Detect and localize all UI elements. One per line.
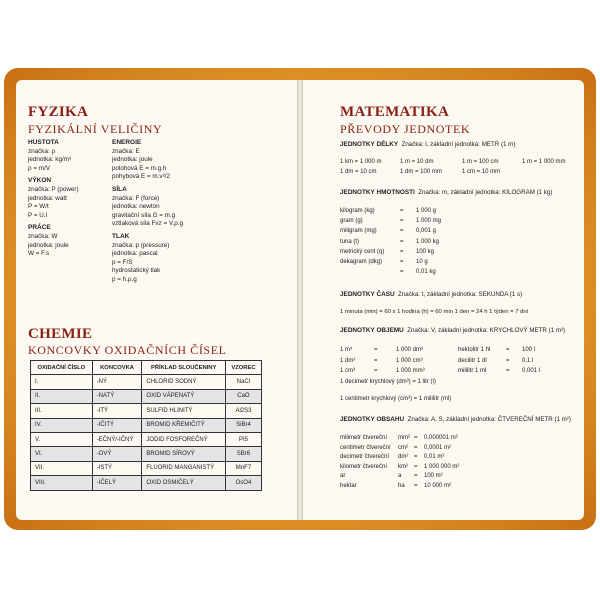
table-cell: I. [31, 375, 93, 389]
area-conversion: hektar [340, 483, 357, 489]
area-conversion: = [414, 483, 418, 489]
volume-conversion: 100 l [522, 347, 536, 353]
table-cell: MnF7 [225, 461, 261, 475]
physics-quantity-line: jednotka: joule [28, 241, 69, 249]
physics-quantity-line: p = h.ρ.g [112, 275, 137, 283]
area-conversion: milimetr čtvereční [340, 435, 388, 441]
table-row [31, 461, 262, 475]
mass-conversion: 0,01 kg [416, 269, 436, 276]
area-conversion: cm² [398, 444, 408, 451]
mass-conversion: dekagram (dkg) [340, 259, 383, 265]
table-cell: -NATÝ [92, 389, 142, 403]
mass-conversion: = [400, 269, 404, 276]
physics-quantity-line: jednotka: newton [112, 203, 160, 211]
table-row [31, 418, 262, 432]
mass-conversion: kilogram (kg) [340, 208, 375, 214]
table-cell: SBr6 [225, 447, 261, 461]
mass-conversion: gram (g) [340, 218, 363, 225]
area-conversion: ha [398, 483, 405, 489]
physics-quantity-heading: ENERGIE [112, 139, 142, 146]
area-conversion: 0,000001 m² [424, 435, 458, 441]
physics-quantity-line: hydrostatický tlak [112, 267, 161, 275]
mass-conversion: = [400, 218, 404, 225]
mass-conversion: = [400, 238, 404, 245]
area-conversion: = [414, 444, 418, 451]
area-heading: JEDNOTKY OBSAHU [340, 416, 405, 423]
area-conversion: 1 000 000 m² [424, 463, 460, 470]
physics-quantity-line: P = W/t [28, 203, 49, 211]
area-description: Značka: A, S, základní jednotka: ČTVEREČNÍ METR (1 m²) [407, 416, 571, 423]
time-description: Značka: t, základní jednotka: SEKUNDA (1 s) [398, 291, 523, 298]
physics-quantity-line: značka: ρ [28, 147, 56, 155]
physics-quantity-heading: PRÁCE [28, 224, 51, 232]
table-row [31, 432, 262, 446]
table-cell: CaO [225, 389, 261, 403]
physics-quantity-heading: HUSTOTA [28, 139, 59, 146]
area-conversion: 10 000 m² [424, 483, 452, 489]
mass-conversion: 1 000 kg [416, 238, 440, 245]
table-cell: VII. [31, 461, 93, 475]
table-cell: -ITÝ [92, 404, 142, 418]
mass-conversion: = [400, 208, 404, 214]
table-cell: OXID VÁPENATÝ [142, 389, 225, 403]
mass-conversion: = [400, 259, 404, 265]
length-conversion: 1 m = 100 cm [462, 159, 499, 165]
physics-quantity-line: P = U.I [28, 211, 48, 219]
volume-conversion: = [374, 357, 378, 364]
table-cell: -OVÝ [92, 447, 142, 461]
physics-quantity-heading: VÝKON [28, 177, 52, 185]
mass-conversion: 1 000 mg [416, 218, 442, 225]
volume-description: Značka: V, základní jednotka: KRYCHLOVÝ METR (1 m³) [407, 327, 566, 334]
mass-heading: JEDNOTKY HMOTNOSTI [340, 189, 415, 196]
length-heading: JEDNOTKY DÉLKY [340, 141, 399, 148]
chemie-title: CHEMIE [28, 326, 93, 342]
matematika-title: MATEMATIKA [340, 104, 450, 120]
time-conversions: 1 minuta (min) = 60 s 1 hodina (h) = 60 min 1 den = 24 h 1 týden = 7 dní [340, 309, 529, 315]
mass-conversion: metrický cent (q) [340, 248, 385, 255]
volume-conversion: decilitr 1 dl [458, 357, 487, 364]
length-conversion: 1 m = 10 dm [400, 159, 434, 165]
table-header: KONCOVKA [92, 361, 142, 375]
table-row [31, 389, 262, 403]
fyzika-title: FYZIKA [28, 104, 89, 120]
table-cell: VIII. [31, 476, 93, 490]
area-conversion: 100 m² [424, 473, 443, 480]
volume-note-millilitre: 1 centimetr krychlový (cm³) = 1 mililitr (ml) [340, 396, 452, 402]
chemie-subtitle: KONCOVKY OXIDAČNÍCH ČÍSEL [28, 343, 227, 357]
table-cell: FLUORID MANGANISTÝ [142, 461, 225, 475]
volume-conversion: 1 m³ [340, 347, 352, 353]
volume-conversion: = [374, 347, 378, 353]
volume-conversion: 0,1 l [522, 357, 534, 364]
area-conversion: dm² [398, 454, 409, 461]
physics-quantity-line: značka: W [28, 232, 58, 240]
physics-quantity-heading: TLAK [112, 232, 130, 240]
length-conversion: 1 m = 1 000 mm [522, 159, 566, 165]
length-conversion: 1 dm = 10 cm [340, 169, 377, 175]
area-conversion: mm² [398, 435, 410, 441]
mass-conversion: = [400, 228, 404, 235]
physics-quantity-line: značka: E [112, 147, 140, 155]
length-conversion: 1 km = 1 000 m [340, 159, 382, 165]
table-cell: SULFID HLINITÝ [142, 404, 225, 418]
time-section-header [340, 291, 522, 298]
table-cell: II. [31, 389, 93, 403]
physics-quantity-line: p = F/S [112, 258, 133, 266]
mass-conversion: = [400, 248, 404, 255]
physics-column-1 [28, 139, 79, 259]
area-conversion: 0,01 m² [424, 454, 445, 461]
length-description: Značka: l, základní jednotka: METR (1 m) [401, 141, 516, 148]
table-cell: VI. [31, 447, 93, 461]
physics-quantity-line: gravitační síla G = m.g [112, 211, 176, 219]
physics-quantity-heading: SÍLA [112, 185, 127, 193]
area-conversion: = [414, 473, 418, 480]
table-header: PŘÍKLAD SLOUČENINY [142, 361, 225, 375]
physics-quantity-line: značka: F (force) [112, 194, 160, 202]
table-cell: IV. [31, 418, 93, 432]
physics-column-2 [112, 139, 183, 285]
table-cell: PI5 [225, 432, 261, 446]
mass-conversion: 100 kg [416, 248, 435, 255]
table-cell: -IČELÝ [92, 476, 142, 490]
mass-conversion: miligram (mg) [340, 228, 377, 235]
table-cell: -EČNÝ/-IČNÝ [92, 432, 142, 446]
table-cell: Al2S3 [225, 404, 261, 418]
table-row [31, 447, 262, 461]
length-section-header [340, 141, 515, 148]
table-cell: SiBr4 [225, 418, 261, 432]
volume-conversion: 1 000 cm³ [396, 357, 423, 364]
mass-conversion: 1 000 g [416, 208, 437, 214]
physics-quantity-line: jednotka: pascal [112, 250, 158, 258]
table-cell: -NÝ [92, 375, 142, 389]
matematika-subtitle: PŘEVODY JEDNOTEK [340, 122, 471, 136]
fyzika-subtitle: FYZIKÁLNÍ VELIČINY [28, 122, 163, 136]
volume-note-litre: 1 decimetr krychlový (dm³) = 1 litr (l) [340, 379, 436, 385]
table-cell: -ISTÝ [92, 461, 142, 475]
volume-conversion: = [506, 357, 510, 364]
area-conversion: kilometr čtvereční [340, 463, 388, 470]
area-conversion: 0,0001 m² [424, 444, 452, 451]
area-conversion: km² [398, 463, 408, 470]
area-conversion: = [414, 463, 418, 470]
table-row [31, 375, 262, 389]
physics-quantity-line: polohová E = m.g.h [112, 164, 167, 172]
physics-quantity-line: ρ = m/V [28, 164, 50, 172]
table-cell: JODID FOSFOREČNÝ [142, 432, 225, 446]
volume-conversion: mililitr 1 ml [458, 368, 487, 374]
area-conversion: centimetr čtvereční [340, 444, 391, 451]
table-cell: V. [31, 432, 93, 446]
area-conversion: ar [340, 473, 346, 480]
area-conversion: a [398, 473, 402, 480]
physics-quantity-line: vztlaková síla Fvz = V.ρ.g [112, 220, 184, 228]
table-header: OXIDAČNÍ ČÍSLO [31, 361, 93, 375]
volume-heading: JEDNOTKY OBJEMU [340, 327, 404, 334]
table-cell: -IČITÝ [92, 418, 142, 432]
volume-conversion: = [506, 368, 510, 374]
table-row [31, 476, 262, 490]
mass-section-header [340, 189, 552, 196]
physics-quantity-line: jednotka: kg/m³ [28, 156, 72, 164]
physics-quantity-line: pohybová E = m.v²/2 [112, 173, 170, 181]
oxidation-table [30, 360, 262, 491]
volume-conversion: 0,001 l [522, 368, 541, 374]
volume-conversion: = [506, 347, 510, 353]
table-cell: BROMID KŘEMIČITÝ [142, 418, 225, 432]
table-cell: OsO4 [225, 476, 261, 490]
area-section-header [340, 416, 571, 423]
volume-conversion: = [374, 368, 378, 374]
length-conversion: 1 cm = 10 mm [462, 169, 501, 175]
mass-conversion: 10 g [416, 259, 428, 265]
area-conversion: = [414, 454, 418, 461]
table-cell: OXID OSMIČELÝ [142, 476, 225, 490]
time-heading: JEDNOTKY ČASU [340, 291, 395, 298]
physics-quantity-line: jednotka: joule [112, 156, 153, 164]
volume-conversion: hektolitr 1 hl [458, 347, 491, 353]
area-conversion: = [414, 435, 418, 441]
physics-quantity-line: W = F.s [28, 250, 50, 258]
volume-conversion: 1 dm³ [340, 357, 356, 364]
physics-quantity-line: jednotka: watt [28, 194, 67, 202]
volume-section-header [340, 327, 565, 334]
mass-description: Značka: m, základní jednotka: KILOGRAM (1 kg) [418, 189, 553, 196]
volume-conversion: 1 cm³ [340, 368, 355, 374]
table-header: VZOREC [225, 361, 261, 375]
table-row [31, 404, 262, 418]
physics-quantity-line: značka: P (power) [28, 185, 79, 193]
book-spine [297, 80, 303, 520]
volume-conversion: 1 000 mm³ [396, 368, 425, 374]
mass-conversion: tuna (t) [340, 238, 360, 245]
area-conversion: decimetr čtvereční [340, 454, 390, 461]
table-cell: BROMID SÍROVÝ [142, 447, 225, 461]
length-conversion: 1 dm = 100 mm [400, 169, 442, 175]
volume-conversion: 1 000 dm³ [396, 347, 424, 353]
table-cell: NaCl [225, 375, 261, 389]
table-cell: III. [31, 404, 93, 418]
mass-conversion: 0,001 g [416, 228, 437, 235]
table-cell: CHLORID SODNÝ [142, 375, 225, 389]
physics-quantity-line: značka: p (pressure) [112, 241, 170, 249]
